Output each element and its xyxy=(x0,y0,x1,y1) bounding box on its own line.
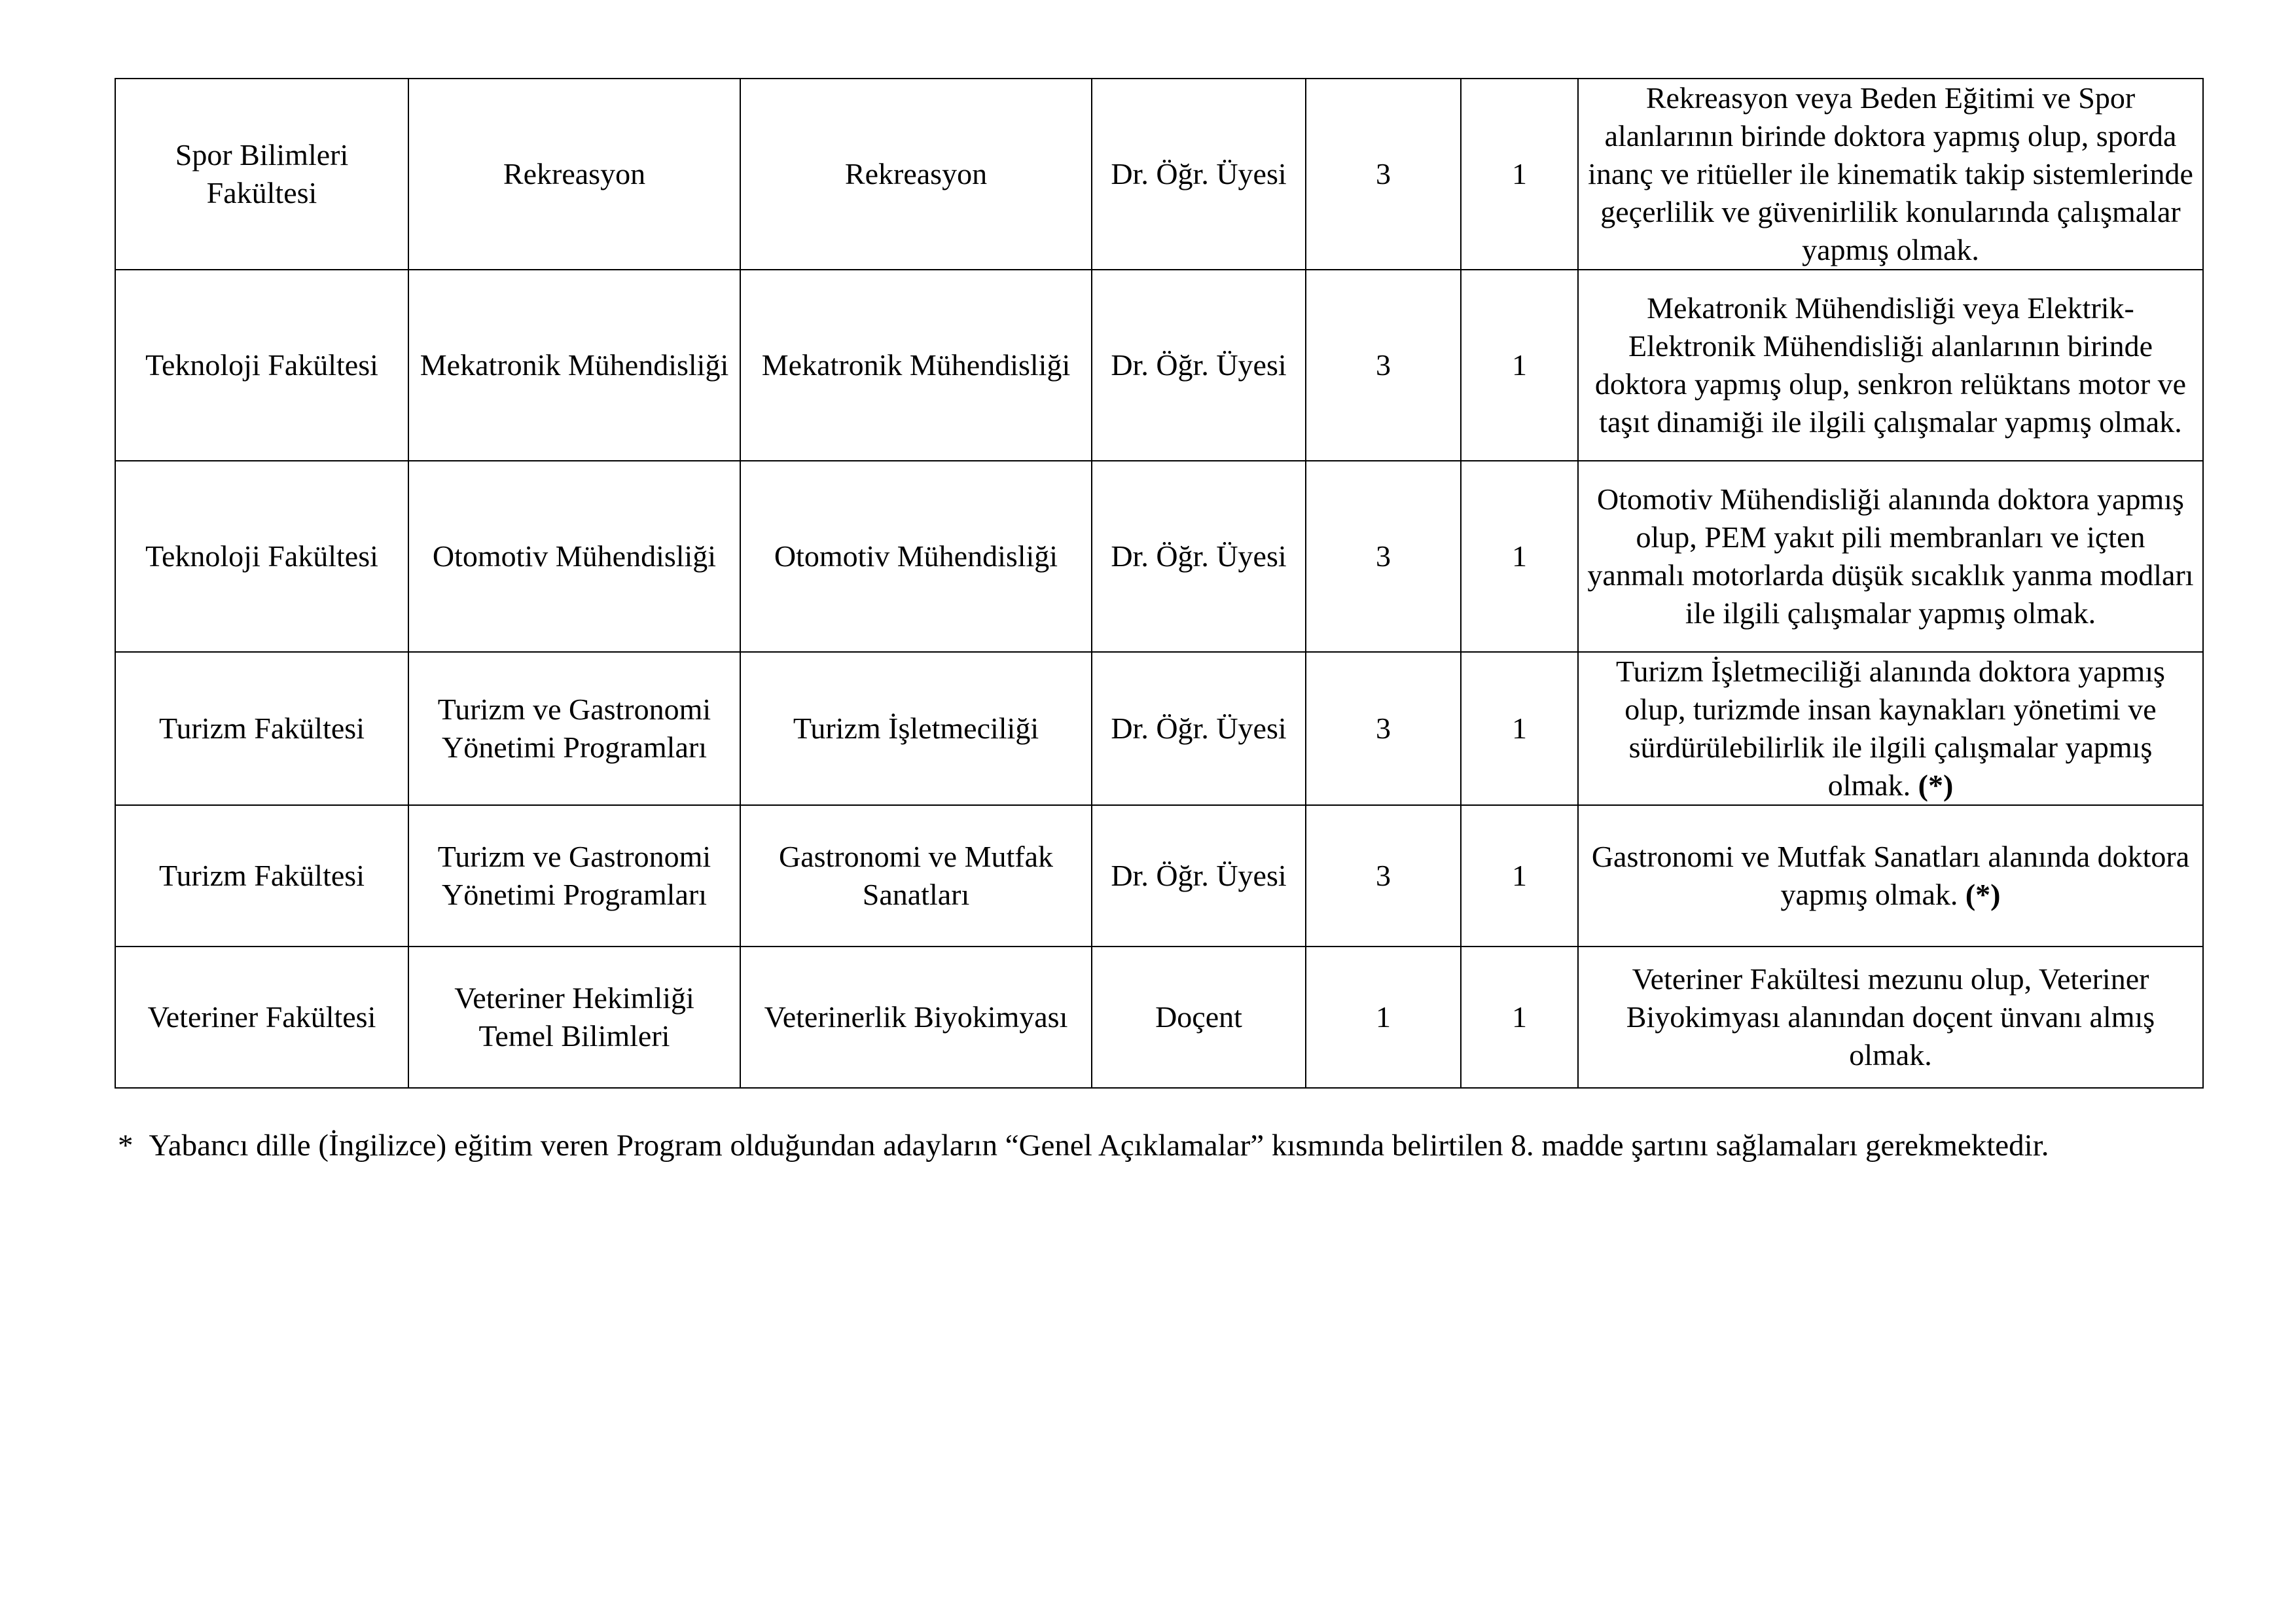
footnote-reference: (*) xyxy=(1918,768,1954,802)
degree-cell: 3 xyxy=(1306,652,1461,805)
faculty-cell: Turizm Fakültesi xyxy=(115,652,408,805)
faculty-cell: Teknoloji Fakültesi xyxy=(115,461,408,652)
table-row xyxy=(115,947,2203,1088)
degree-cell: 3 xyxy=(1306,461,1461,652)
requirement-cell xyxy=(1578,652,2203,805)
table-row xyxy=(115,805,2203,947)
title-cell: Dr. Öğr. Üyesi xyxy=(1092,652,1306,805)
division-cell: Veterinerlik Biyokimyası xyxy=(740,947,1092,1088)
division-cell: Turizm İşletmeciliği xyxy=(740,652,1092,805)
degree-cell: 3 xyxy=(1306,79,1461,270)
count-cell: 1 xyxy=(1461,947,1578,1088)
count-cell: 1 xyxy=(1461,652,1578,805)
division-cell: Otomotiv Mühendisliği xyxy=(740,461,1092,652)
degree-cell: 3 xyxy=(1306,270,1461,461)
degree-cell: 3 xyxy=(1306,805,1461,947)
department-cell: Veteriner Hekimliği Temel Bilimleri xyxy=(408,947,740,1088)
department-cell: Turizm ve Gastronomi Yönetimi Programları xyxy=(408,652,740,805)
count-cell: 1 xyxy=(1461,461,1578,652)
count-cell: 1 xyxy=(1461,270,1578,461)
faculty-cell: Turizm Fakültesi xyxy=(115,805,408,947)
division-cell: Gastronomi ve Mutfak Sanatları xyxy=(740,805,1092,947)
requirement-cell xyxy=(1578,947,2203,1088)
count-cell: 1 xyxy=(1461,805,1578,947)
department-cell: Rekreasyon xyxy=(408,79,740,270)
requirement-cell xyxy=(1578,461,2203,652)
requirement-text: Rekreasyon veya Beden Eğitimi ve Spor alanlarının birinde doktora yapmış olup, sporda inanç ve ritüeller ile kinematik takip sistemlerinde geçerlilik ve güvenirlilik konularında çalışmalar yapmış olmak. xyxy=(1588,81,2193,266)
requirement-text: Veteriner Fakültesi mezunu olup, Veteriner Biyokimyası alanından doçent ünvanı almış olmak. xyxy=(1626,962,2155,1072)
requirement-text: Mekatronik Mühendisliği veya Elektrik-Elektronik Mühendisliği alanlarının birinde doktora yapmış olup, senkron relüktans motor ve taşıt dinamiği ile ilgili çalışmalar yapmış olmak. xyxy=(1594,291,2187,439)
title-cell: Dr. Öğr. Üyesi xyxy=(1092,805,1306,947)
degree-cell: 1 xyxy=(1306,947,1461,1088)
footnote-reference: (*) xyxy=(1965,878,2001,911)
title-cell: Dr. Öğr. Üyesi xyxy=(1092,270,1306,461)
requirement-cell xyxy=(1578,79,2203,270)
table-row xyxy=(115,270,2203,461)
title-cell: Doçent xyxy=(1092,947,1306,1088)
division-cell: Rekreasyon xyxy=(740,79,1092,270)
department-cell: Otomotiv Mühendisliği xyxy=(408,461,740,652)
positions-table xyxy=(115,78,2204,1089)
faculty-cell: Spor Bilimleri Fakültesi xyxy=(115,79,408,270)
requirement-text: Gastronomi ve Mutfak Sanatları alanında doktora yapmış olmak. xyxy=(1591,840,2190,911)
title-cell: Dr. Öğr. Üyesi xyxy=(1092,79,1306,270)
division-cell: Mekatronik Mühendisliği xyxy=(740,270,1092,461)
footnote-mark: * xyxy=(118,1128,134,1163)
requirement-text: Turizm İşletmeciliği alanında doktora yapmış olup, turizmde insan kaynakları yönetimi ve sürdürülebilirlik ile ilgili çalışmalar yapmış olmak. xyxy=(1616,655,2165,802)
count-cell: 1 xyxy=(1461,79,1578,270)
table-row xyxy=(115,652,2203,805)
requirement-cell xyxy=(1578,805,2203,947)
department-cell: Turizm ve Gastronomi Yönetimi Programları xyxy=(408,805,740,947)
faculty-cell: Teknoloji Fakültesi xyxy=(115,270,408,461)
table-row xyxy=(115,461,2203,652)
requirement-text: Otomotiv Mühendisliği alanında doktora yapmış olup, PEM yakıt pili membranları ve içten yanmalı motorlarda düşük sıcaklık yanma modları ile ilgili çalışmalar yapmış olmak. xyxy=(1587,482,2194,630)
footnote-text: Yabancı dille (İngilizce) eğitim veren Program olduğundan adayların “Genel Açıklamalar” kısmında belirtilen 8. madde şartını sağlamaları gerekmektedir. xyxy=(149,1128,2049,1163)
title-cell: Dr. Öğr. Üyesi xyxy=(1092,461,1306,652)
table-row xyxy=(115,79,2203,270)
footnote xyxy=(118,1126,2245,1165)
department-cell: Mekatronik Mühendisliği xyxy=(408,270,740,461)
faculty-cell: Veteriner Fakültesi xyxy=(115,947,408,1088)
requirement-cell xyxy=(1578,270,2203,461)
